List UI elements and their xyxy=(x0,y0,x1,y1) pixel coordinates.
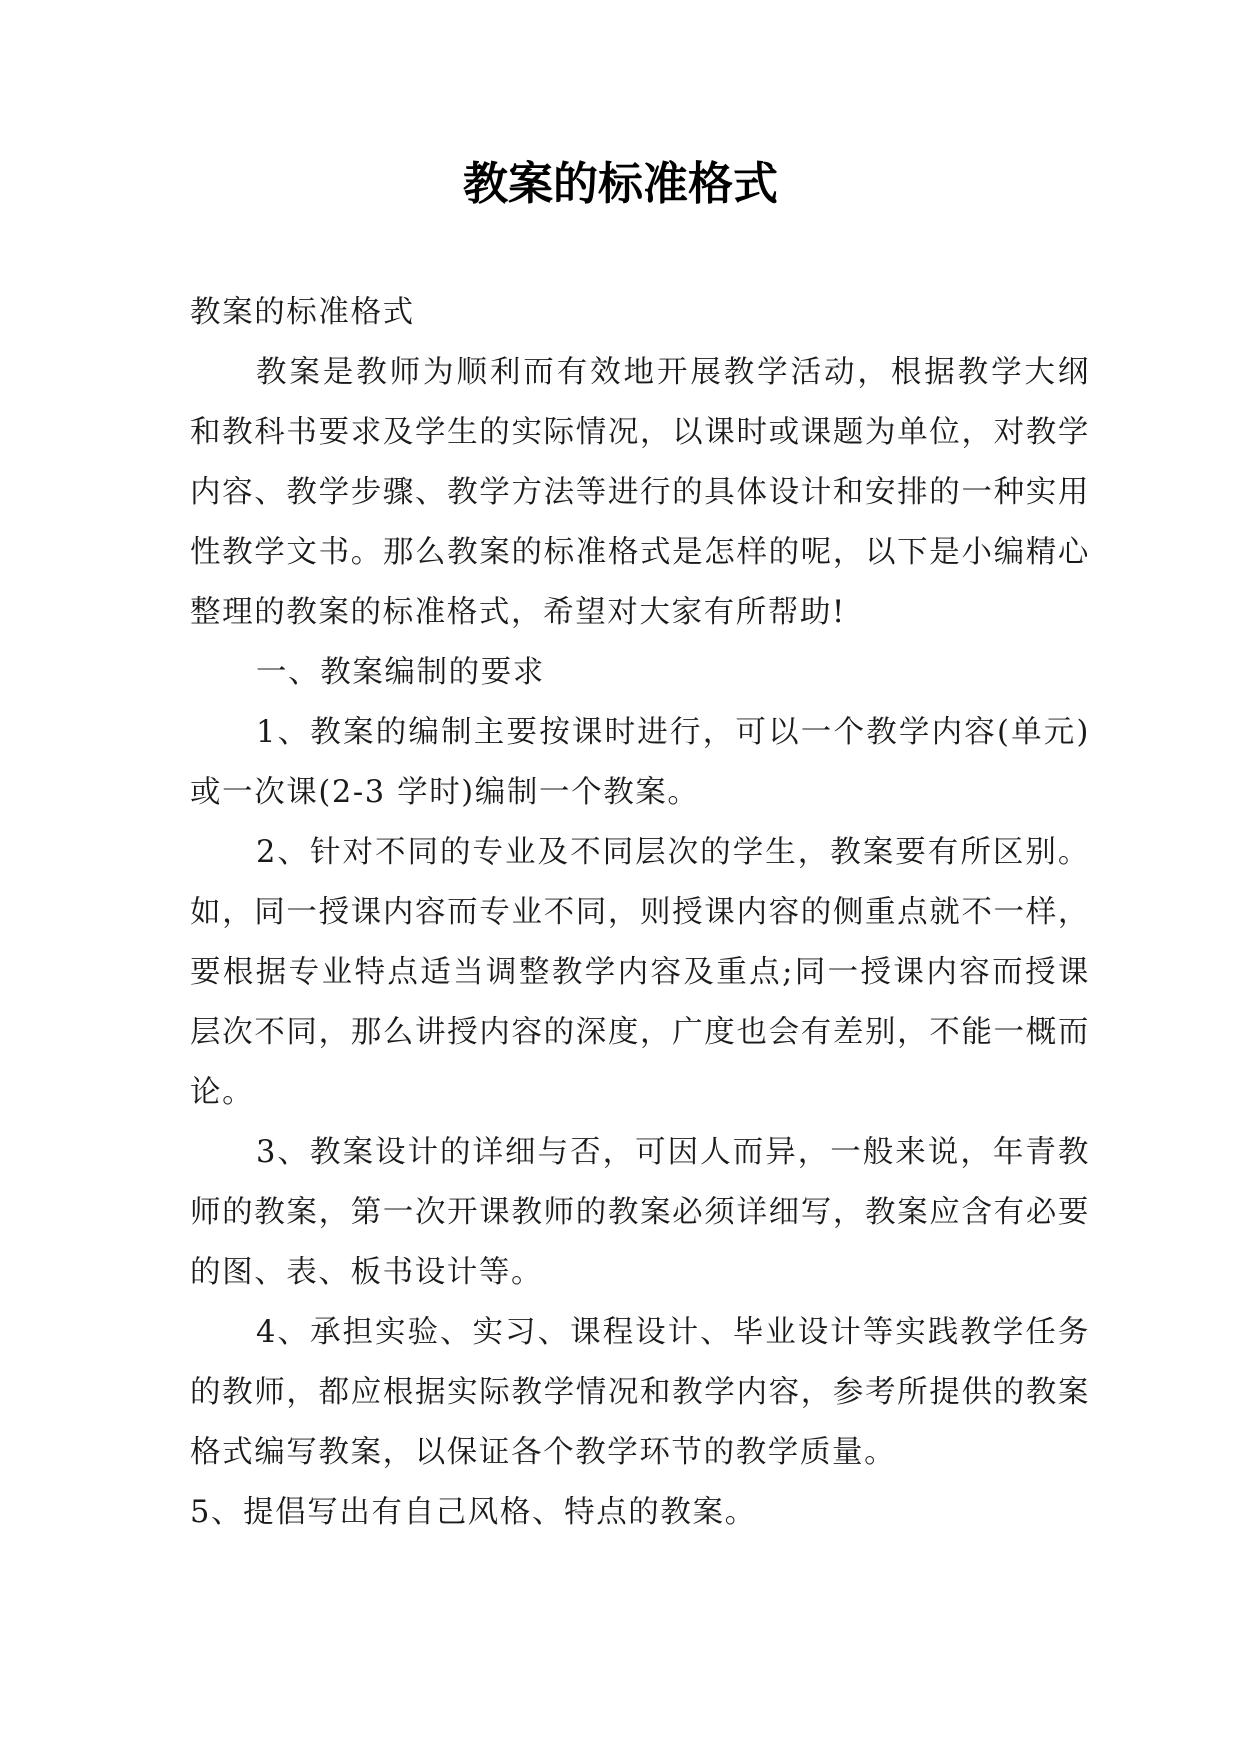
paragraph-item-5: 5、提倡写出有自己风格、特点的教案。 xyxy=(190,1495,757,1530)
section-heading: 一、教案编制的要求 xyxy=(256,655,545,690)
document-body xyxy=(190,283,1090,1543)
paragraph-subtitle: 教案的标准格式 xyxy=(190,295,415,330)
paragraph-intro: 教案是教师为顺利而有效地开展教学活动，根据教学大纲和教科书要求及学生的实际情况，以课时或课题为单位，对教学内容、教学步骤、教学方法等进行的具体设计和安排的一种实用性教学文书。那么教案的标准格式是怎样的呢，以下是小编精心整理的教案的标准格式，希望对大家有所帮助! xyxy=(190,355,1090,630)
paragraph-item-3: 3、教案设计的详细与否，可因人而异，一般来说，年青教师的教案，第一次开课教师的教案必须详细写，教案应含有必要的图、表、板书设计等。 xyxy=(190,1135,1090,1290)
paragraph-item-4: 4、承担实验、实习、课程设计、毕业设计等实践教学任务的教师，都应根据实际教学情况和教学内容，参考所提供的教案格式编写教案，以保证各个教学环节的教学质量。 xyxy=(190,1315,1090,1470)
paragraph-item-1: 1、教案的编制主要按课时进行，可以一个教学内容(单元)或一次课(2-3 学时)编制一个教案。 xyxy=(190,715,1090,810)
paragraph-item-2: 2、针对不同的专业及不同层次的学生，教案要有所区别。如，同一授课内容而专业不同，则授课内容的侧重点就不一样，要根据专业特点适当调整教学内容及重点;同一授课内容而授课层次不同，那么讲授内容的深度，广度也会有差别，不能一概而论。 xyxy=(190,835,1090,1110)
page-title: 教案的标准格式 xyxy=(462,157,778,210)
